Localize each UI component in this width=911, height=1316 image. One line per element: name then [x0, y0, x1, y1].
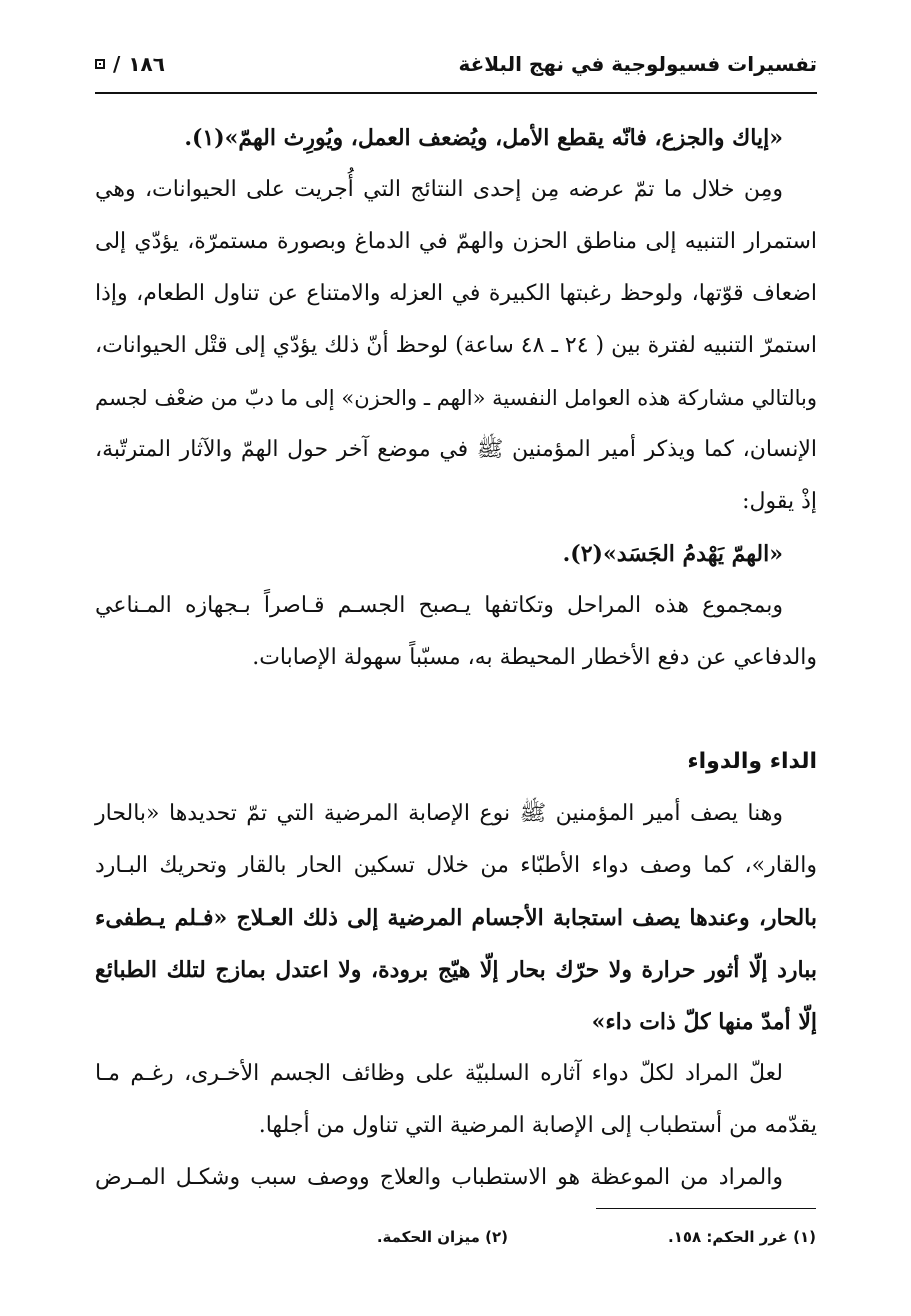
- section-heading: الداء والدواء: [687, 749, 817, 774]
- square-ornament-icon: [95, 59, 105, 69]
- page-number-separator: /: [113, 52, 121, 76]
- footnote-2: (٢) ميزان الحكمة.: [376, 1228, 508, 1246]
- running-title: تفسيرات فسيولوجية في نهج البلاغة: [458, 52, 817, 76]
- paragraph-line: استمرار التنبيه إلى مناطق الحزن والهمّ في الدماغ وبصورة مستمرّة، يؤدّي إلى: [95, 229, 817, 254]
- footnote-divider: [596, 1208, 816, 1209]
- paragraph-line: وهنا يصف أمير المؤمنين ﷺ نوع الإصابة المرضية التي تمّ تحديدها «بالحار: [95, 801, 783, 826]
- footnotes: [94, 1228, 816, 1246]
- quote-line: إلّا أمدّ منها كلّ ذات داء»: [591, 1009, 817, 1035]
- paragraph-line: والمراد من الموعظة هو الاستطباب والعلاج ووصف سبب وشكـل المـرض: [95, 1165, 783, 1190]
- main-text: [95, 112, 817, 1204]
- paragraph-line: بالحار، وعندها يصف استجابة الأجسام المرضية إلى ذلك العـلاج «فـلم يـطفىء: [95, 905, 817, 931]
- paragraph-line: يقدّمه من أستطباب إلى الإصابة المرضية التي تناول من أجلها.: [258, 1113, 817, 1138]
- page-number-group: [95, 52, 165, 76]
- paragraph-line: الإنسان، كما ويذكر أمير المؤمنين ﷺ في موضع آخر حول الهمّ والآثار المترتّبة،: [95, 437, 817, 462]
- paragraph-line: والقار»، كما وصف دواء الأطبّاء من خلال تسكين الحار بالقار وتحريك البـارد: [95, 853, 817, 878]
- paragraph-line: وبالتالي مشاركة هذه العوامل النفسية «الهم ـ والحزن» إلى ما دبّ من ضعْف لجسم: [95, 386, 817, 410]
- paragraph-line: وبمجموع هذه المراحل وتكاتفها يـصبح الجسـم قـاصراً بـجهازه المـناعي: [95, 593, 783, 618]
- quote-line: «الهمّ يَهْدمُ الجَسَد»(٢).: [562, 541, 783, 567]
- paragraph-line: اضعاف قوّتها، ولوحظ رغبتها الكبيرة في العزله والامتناع عن تناول الطعام، وإذا: [95, 281, 817, 306]
- quote-line: «إياك والجزع، فانّه يقطع الأمل، ويُضعف العمل، ويُورِث الهمّ»(١).: [184, 125, 783, 151]
- paragraph-line: والدفاعي عن دفع الأخطار المحيطة به، مسبّباً سهولة الإصابات.: [252, 645, 817, 670]
- quote-line: ببارد إلّا أثور حرارة ولا حرّك بحار إلّا هيّج برودة، ولا اعتدل بمازج لتلك الطبائع: [95, 957, 817, 983]
- header-divider: [95, 92, 817, 94]
- paragraph-line: إذْ يقول:: [742, 489, 817, 514]
- paragraph-line: استمرّ التنبيه لفترة بين ( ٢٤ ـ ٤٨ ساعة) لوحظ أنّ ذلك يؤدّي إلى قتْل الحيوانات،: [95, 333, 818, 358]
- paragraph-line: لعلّ المراد لكلّ دواء آثاره السلبيّة على وظائف الجسم الأخـرى، رغـم مـا: [95, 1061, 783, 1086]
- section-spacer: [95, 684, 817, 736]
- footnote-1: (١) غرر الحكم: ١٥٨.: [668, 1228, 816, 1246]
- page-header: [95, 52, 817, 88]
- paragraph-line: ومِن خلال ما تمّ عرضه مِن إحدى النتائج التي أُجريت على الحيوانات، وهي: [95, 177, 783, 202]
- page-number: ١٨٦: [128, 52, 165, 76]
